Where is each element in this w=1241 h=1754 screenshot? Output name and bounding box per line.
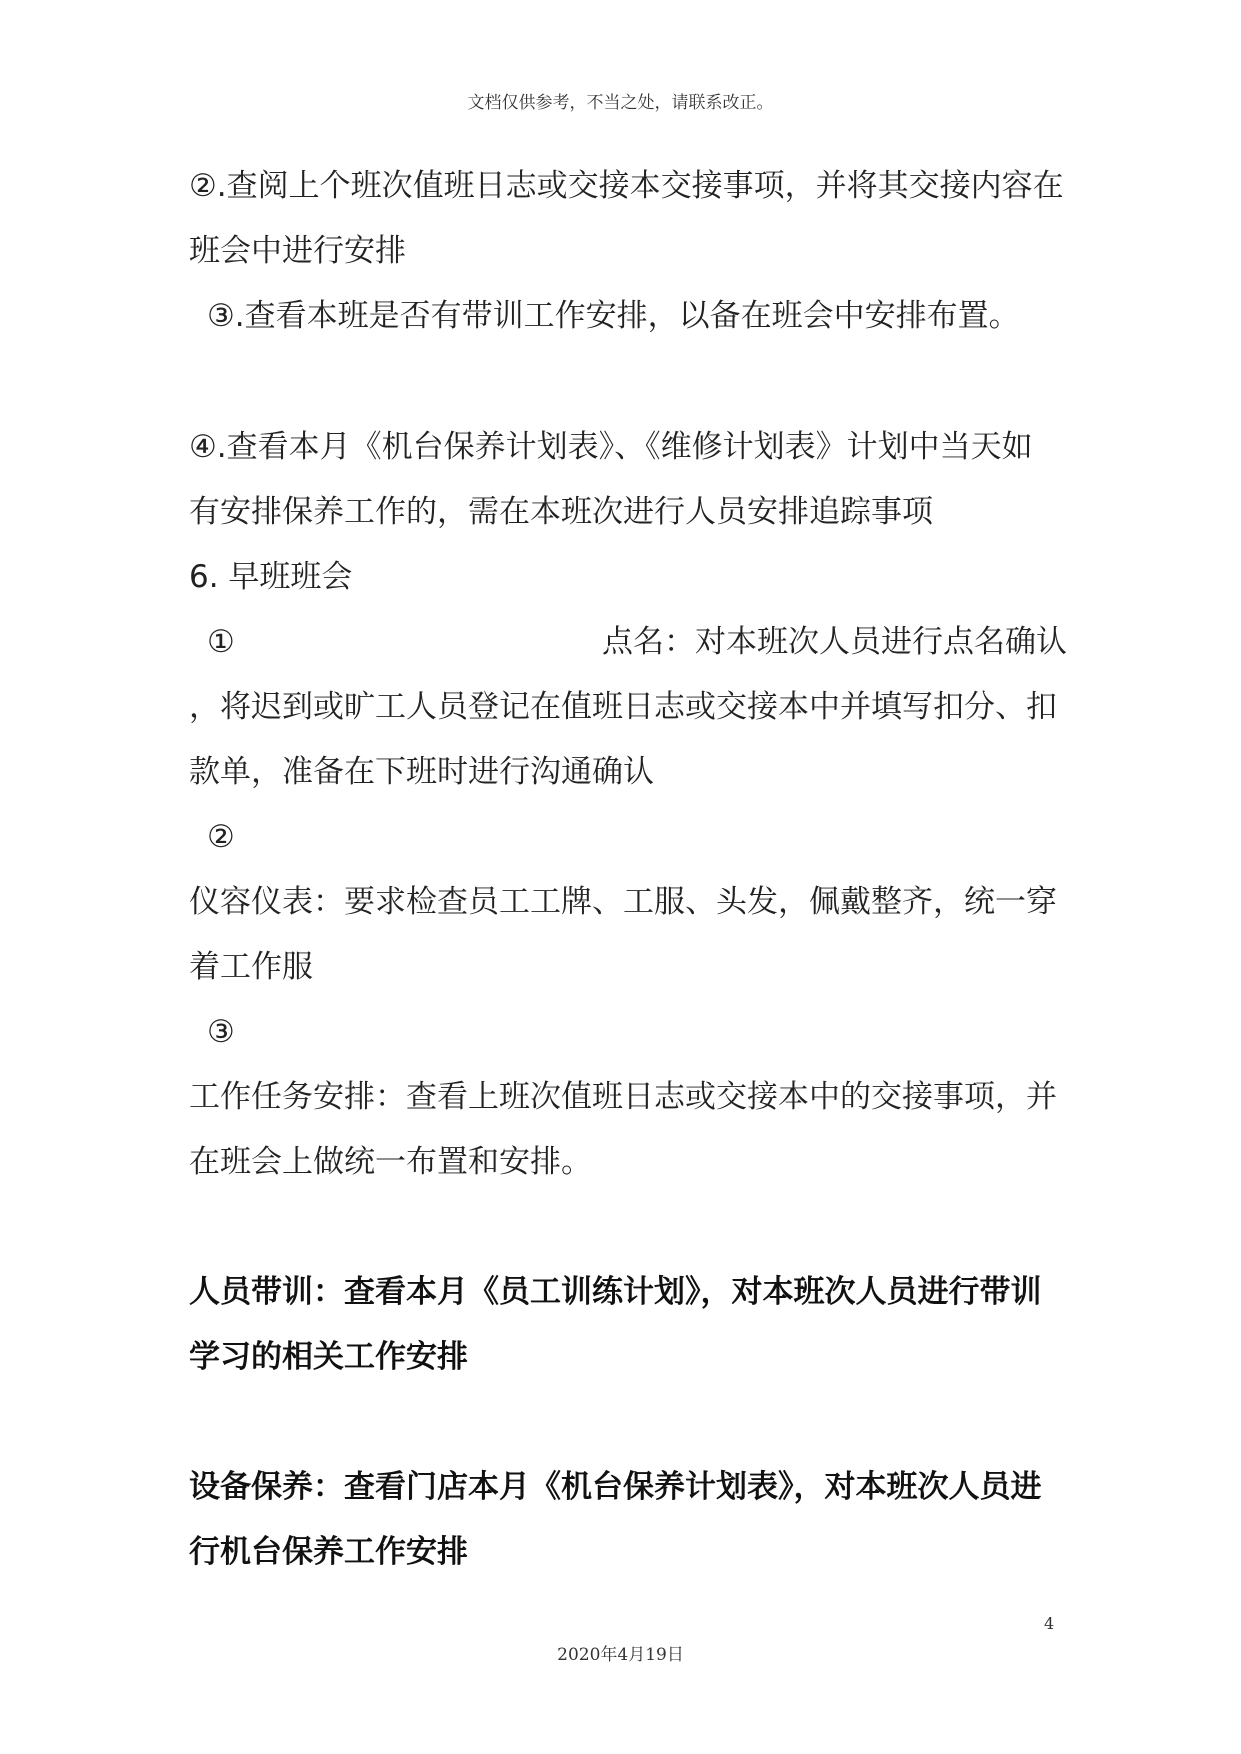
body-line-5: 有安排保养工作的，需在本班次进行人员安排追踪事项 <box>189 494 933 530</box>
body-line-3: ③.查看本班是否有带训工作安排，以备在班会中安排布置。 <box>207 298 1020 334</box>
body-line-15: 在班会上做统一布置和安排。 <box>189 1144 592 1180</box>
body-line-4: ④.查看本月《机台保养计划表》、《维修计划表》计划中当天如 <box>189 429 1033 465</box>
body-line-9: 款单，准备在下班时进行沟通确认 <box>189 754 654 790</box>
body-line-11: 仪容仪表：要求检查员工工牌、工服、头发，佩戴整齐，统一穿 <box>189 884 1057 920</box>
body-line-17: 学习的相关工作安排 <box>189 1339 468 1375</box>
list-marker-3: ③ <box>207 1014 235 1050</box>
body-line-8: ，将迟到或旷工人员登记在值班日志或交接本中并填写扣分、扣 <box>189 689 1057 725</box>
body-line-16: 人员带训：查看本月《员工训练计划》，对本班次人员进行带训 <box>189 1274 1042 1310</box>
body-line-19: 行机台保养工作安排 <box>189 1534 468 1570</box>
body-line-14: 工作任务安排：查看上班次值班日志或交接本中的交接事项，并 <box>189 1079 1057 1115</box>
body-line-2: 班会中进行安排 <box>189 233 406 269</box>
body-line-12: 着工作服 <box>189 949 313 985</box>
list-marker-1: ① <box>207 624 235 660</box>
header-note: 文档仅供参考，不当之处，请联系改正。 <box>467 93 774 113</box>
body-line-1: ②.查阅上个班次值班日志或交接本交接事项，并将其交接内容在 <box>189 168 1064 204</box>
roll-call-text: 点名：对本班次人员进行点名确认 <box>602 624 1067 660</box>
section-heading-early-meeting: 6. 早班班会 <box>189 559 353 595</box>
body-line-18: 设备保养：查看门店本月《机台保养计划表》，对本班次人员进 <box>189 1469 1042 1505</box>
list-marker-2: ② <box>207 819 235 855</box>
page-number: 4 <box>1044 1614 1055 1633</box>
footer-date: 2020年4月19日 <box>557 1645 684 1665</box>
